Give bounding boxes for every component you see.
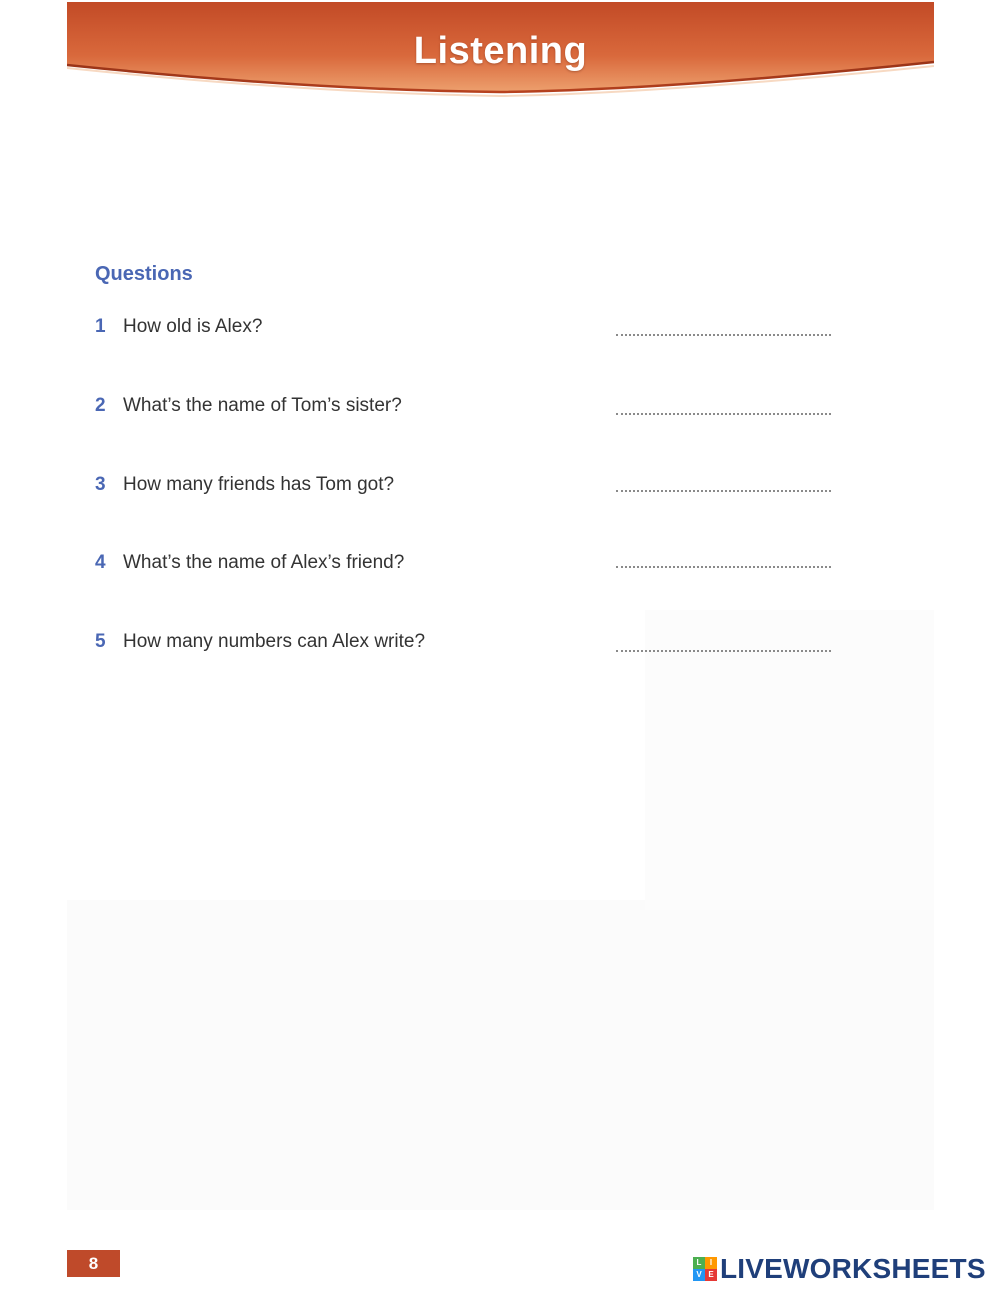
page-background-shade [67, 900, 934, 1210]
page-title: Listening [413, 30, 588, 72]
liveworksheets-logo-icon: L I V E [693, 1257, 717, 1281]
question-number: 5 [95, 631, 106, 652]
brand-name: LIVEWORKSHEETS [720, 1253, 986, 1284]
question-text: How many friends has Tom got? [123, 474, 395, 495]
question-item [95, 316, 835, 346]
questions-heading: Questions [95, 263, 193, 285]
question-number: 2 [95, 395, 106, 416]
answer-field[interactable] [616, 566, 831, 568]
question-item [95, 474, 835, 504]
question-item [95, 395, 835, 425]
question-text: What’s the name of Tom’s sister? [123, 395, 402, 416]
answer-field[interactable] [616, 650, 831, 652]
title-banner [67, 0, 934, 100]
question-number: 4 [95, 552, 106, 573]
liveworksheets-brand[interactable] [693, 1252, 986, 1286]
answer-field[interactable] [616, 490, 831, 492]
question-number: 1 [95, 316, 106, 337]
question-item [95, 552, 835, 582]
answer-field[interactable] [616, 413, 831, 415]
question-text: What’s the name of Alex’s friend? [123, 552, 405, 573]
question-item [95, 631, 835, 661]
question-text: How old is Alex? [123, 316, 263, 337]
page-number-badge: 8 [67, 1250, 120, 1277]
question-text: How many numbers can Alex write? [123, 631, 426, 652]
question-number: 3 [95, 474, 106, 495]
answer-field[interactable] [616, 334, 831, 336]
